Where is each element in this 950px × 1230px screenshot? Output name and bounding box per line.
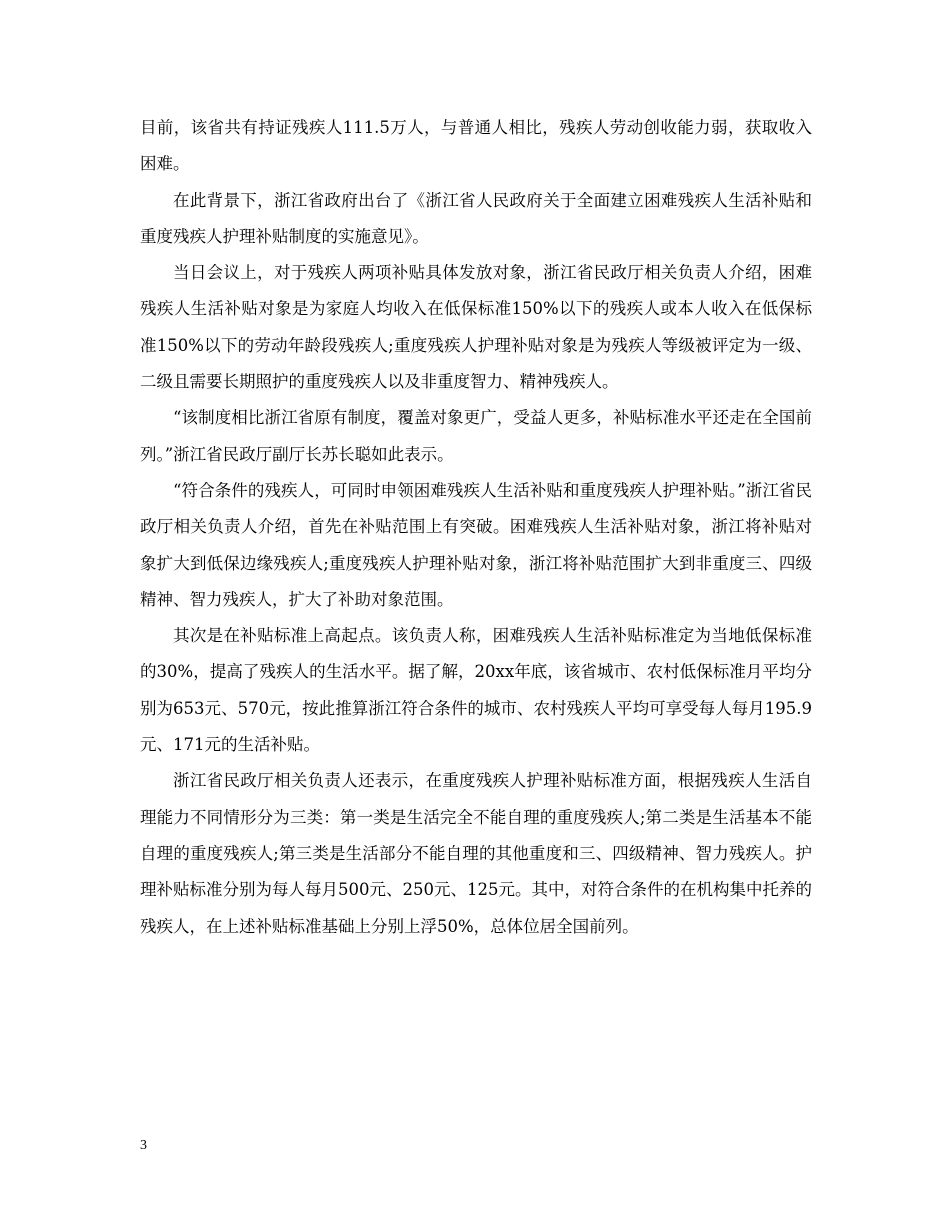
paragraph-6: 其次是在补贴标准上高起点。该负责人称，困难残疾人生活补贴标准定为当地低保标准的30%，提高了残疾人的生活水平。据了解，20xx年底，该省城市、农村低保标准月平均分别为653元、570元，按此推算浙江符合条件的城市、农村残疾人平均可享受每人每月195.9元、171元的生活补贴。 <box>140 626 812 755</box>
paragraph-4: “该制度相比浙江省原有制度，覆盖对象更广，受益人更多，补贴标准水平还走在全国前列。”浙江省民政厅副厅长苏长聪如此表示。 <box>140 408 812 464</box>
paragraph-1: 目前，该省共有持证残疾人111.5万人，与普通人相比，残疾人劳动创收能力弱，获取收入困难。 <box>140 118 812 174</box>
page-number: 3 <box>140 1138 147 1153</box>
paragraph-3: 当日会议上，对于残疾人两项补贴具体发放对象，浙江省民政厅相关负责人介绍，困难残疾人生活补贴对象是为家庭人均收入在低保标准150%以下的残疾人或本人收入在低保标准150%以下的劳动年龄段残疾人;重度残疾人护理补贴对象是为残疾人等级被评定为一级、二级且需要长期照护的重度残疾人以及非重度智力、精神残疾人。 <box>140 263 812 392</box>
paragraph-5: “符合条件的残疾人，可同时申领困难残疾人生活补贴和重度残疾人护理补贴。”浙江省民政厅相关负责人介绍，首先在补贴范围上有突破。困难残疾人生活补贴对象，浙江将补贴对象扩大到低保边缘残疾人;重度残疾人护理补贴对象，浙江将补贴范围扩大到非重度三、四级精神、智力残疾人，扩大了补助对象范围。 <box>140 480 812 609</box>
paragraph-2: 在此背景下，浙江省政府出台了《浙江省人民政府关于全面建立困难残疾人生活补贴和重度残疾人护理补贴制度的实施意见》。 <box>140 190 812 246</box>
document-body <box>140 110 812 945</box>
paragraph-7: 浙江省民政厅相关负责人还表示，在重度残疾人护理补贴标准方面，根据残疾人生活自理能力不同情形分为三类：第一类是生活完全不能自理的重度残疾人;第二类是生活基本不能自理的重度残疾人;第三类是生活部分不能自理的其他重度和三、四级精神、智力残疾人。护理补贴标准分别为每人每月500元、250元、125元。其中，对符合条件的在机构集中托养的残疾人，在上述补贴标准基础上分别上浮50%，总体位居全国前列。 <box>140 771 812 936</box>
